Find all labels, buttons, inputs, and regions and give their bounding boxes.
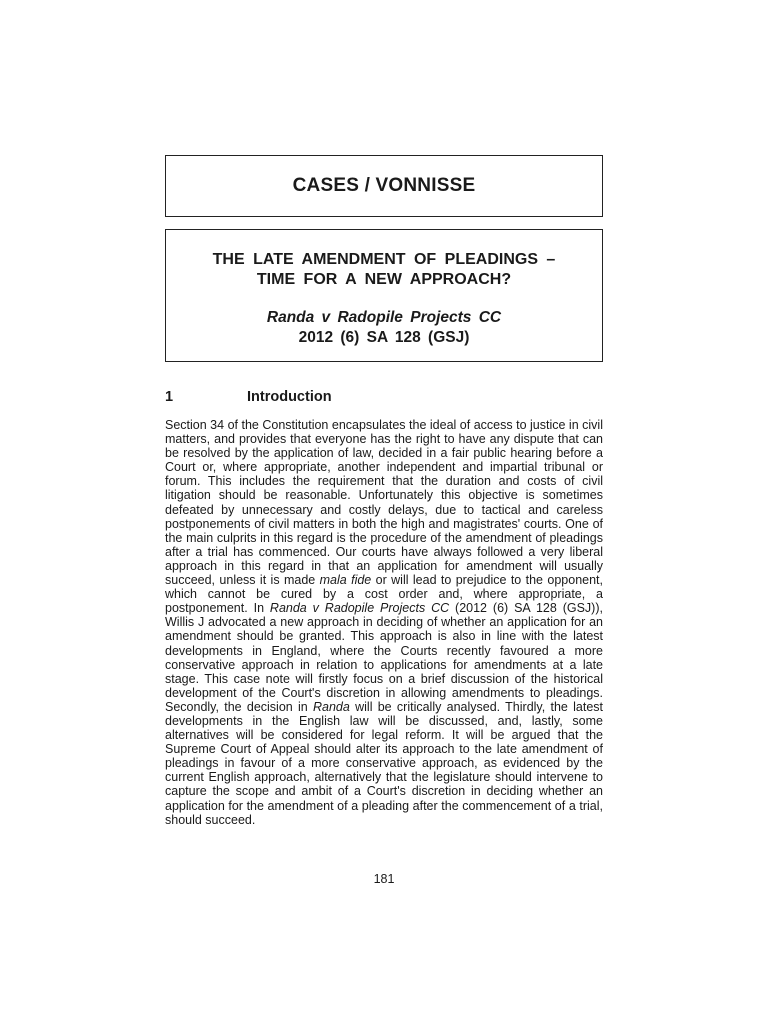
italic-mala-fide: mala fide	[319, 573, 372, 588]
section-header: CASES / VONNISSE	[292, 175, 476, 196]
heading-number: 1	[165, 389, 174, 405]
italic-case-reference: Randa v Radopile Projects CC	[269, 601, 450, 616]
article-title-box	[165, 229, 603, 362]
introduction-heading	[165, 389, 332, 405]
paragraph-part-1: Section 34 of the Constitution encapsulates the ideal of access to justice in civil matters, and provides that everyone has the right to have any dispute that can be resolved by the application of law, decided in a fair public hearing before a Court or, where appropriate, another independent and impartial tribunal or forum. This includes the requirement that the duration and costs of civil litigation should be reasonable. Unfortunately this objective is sometimes defeated by unnecessary and costly delays, due to tactical and careless postponements of civil matters in both the high and magistrates' courts. One of the main culprits in this regard is the procedure of the amendment of pleadings after a trial has commenced. Our courts have always followed a very liberal approach in this regard in that an application for amendment will usually succeed, unless it is made	[165, 418, 603, 588]
paragraph-part-2: or will lead to prejudice to the opponent, which cannot be cured by a cost order and, where appropriate, a postponement. In	[165, 573, 603, 616]
paragraph-part-3: (2012 (6) SA 128 (GSJ)), Willis J advocated a new approach in deciding of whether an application for an amendment should be granted. This approach is also in line with the latest developments in England, where the Courts recently favoured a more conservative approach in relation to applications for amendments at a late stage. This case note will firstly focus on a brief discussion of the historical development of the Court's discretion in allowing amendments to pleadings. Secondly, the decision in	[165, 601, 603, 714]
section-header-box	[165, 155, 603, 217]
case-citation: 2012 (6) SA 128 (GSJ)	[298, 329, 470, 346]
case-name: Randa v Radopile Projects CC	[266, 309, 502, 326]
introduction-paragraph	[165, 418, 603, 827]
article-title-line-1: THE LATE AMENDMENT OF PLEADINGS –	[212, 251, 556, 268]
page-number: 181	[373, 872, 395, 886]
italic-randa: Randa	[313, 699, 350, 714]
paragraph-part-4: will be critically analysed. Thirdly, the latest developments in the English law will be discussed, and, lastly, some alternatives will be considered for legal reform. It will be argued that the Supreme Court of Appeal should alter its approach to the late amendment of pleadings in favour of a more conservative approach, as evidenced by the current English approach, alternatively that the legislature should intervene to capture the scope and ambit of a Court's discretion in deciding whether an application for the amendment of a pleading after the commencement of a trial, should succeed.	[165, 699, 603, 827]
heading-text: Introduction	[247, 389, 332, 405]
article-title-line-2: TIME FOR A NEW APPROACH?	[256, 271, 512, 288]
